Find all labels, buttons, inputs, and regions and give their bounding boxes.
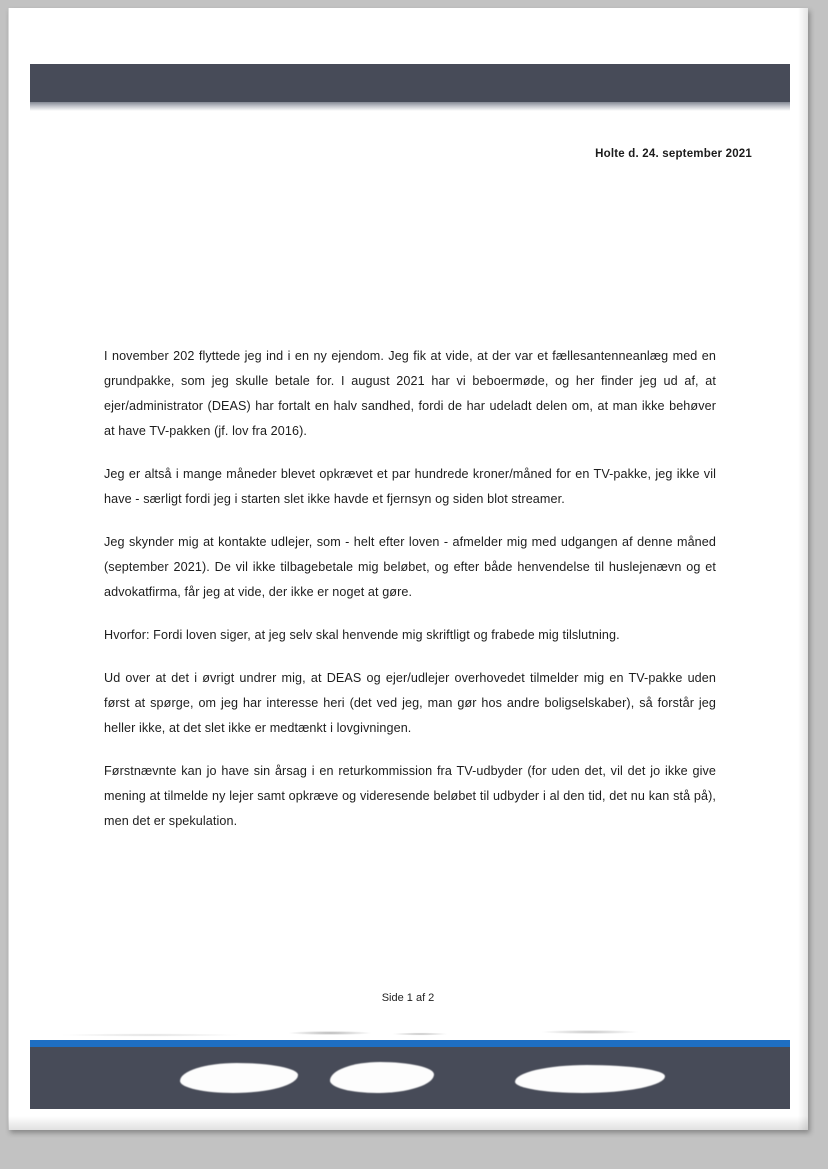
letter-body (104, 344, 716, 852)
body-paragraph: I november 202 flyttede jeg ind i en ny ejendom. Jeg fik at vide, at der var et fællesantenneanlæg med en grundpakke, som jeg skulle betale for. I august 2021 har vi beboermøde, og her finder jeg ud af, at ejer/administrator (DEAS) har fortalt en halv sandhed, fordi de har udeladt delen om, at man ikke behøver at have TV-pakken (jf. lov fra 2016). (104, 349, 716, 438)
letterhead-band (30, 64, 790, 102)
body-paragraph: Førstnævnte kan jo have sin årsag i en returkommission fra TV-udbyder (for uden det, vil det jo ikke give mening at tilmelde ny lejer samt opkræve og videresende beløbet til udbyder i al den tid, det nu kan stå på), men det er spekulation. (104, 764, 716, 828)
body-paragraph: Hvorfor: Fordi loven siger, at jeg selv skal henvende mig skriftligt og frabede mig tilslutning. (104, 628, 620, 642)
page-right-shadow (798, 8, 808, 1130)
scanned-page (8, 8, 808, 1130)
redaction-mark (180, 1063, 298, 1093)
footer-accent-bar (30, 1040, 790, 1047)
page-left-edge (8, 8, 9, 1130)
footer-band (30, 1047, 790, 1109)
date-line: Holte d. 24. september 2021 (595, 148, 752, 160)
body-paragraph: Jeg er altså i mange måneder blevet opkrævet et par hundrede kroner/måned for en TV-pakke, jeg ikke vil have - særligt fordi jeg i starten slet ikke havde et fjernsyn og siden blot streamer. (104, 467, 716, 506)
body-paragraph: Ud over at det i øvrigt undrer mig, at DEAS og ejer/udlejer overhovedet tilmelder mig en TV-pakke uden først at spørge, om jeg har interesse heri (det ved jeg, man gør hos andre boligselskaber), så forstår jeg heller ikke, at det slet ikke er medtænkt i lovgivningen. (104, 671, 716, 735)
letterhead-band-fade (30, 102, 790, 111)
page-content-area (26, 26, 790, 1116)
scan-smudge (30, 1026, 790, 1040)
redaction-mark (330, 1062, 434, 1093)
page-number: Side 1 af 2 (381, 992, 435, 1004)
redaction-mark (515, 1065, 665, 1093)
body-paragraph: Jeg skynder mig at kontakte udlejer, som - helt efter loven - afmelder mig med udgangen af denne måned (september 2021). De vil ikke tilbagebetale mig beløbet, og efter både henvendelse til huslejenævn og et advokatfirma, får jeg at vide, der ikke er noget at gøre. (104, 535, 716, 599)
page-bottom-shadow (8, 1116, 808, 1130)
